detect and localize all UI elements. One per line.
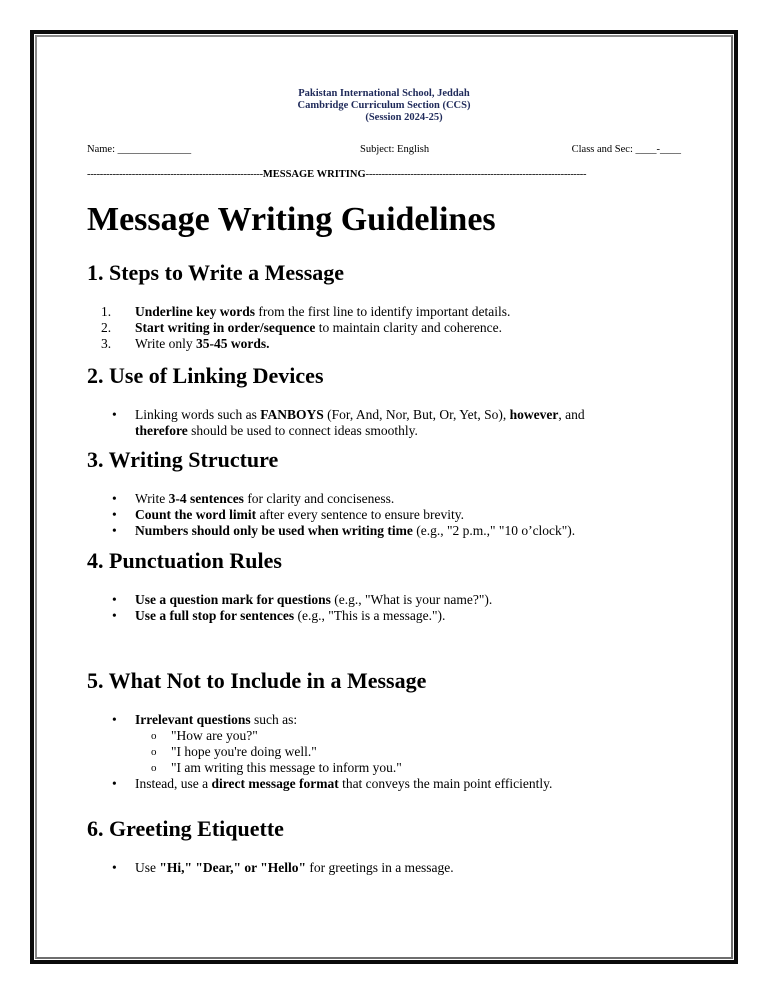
school-name: Pakistan International School, Jeddah <box>298 88 470 99</box>
list-item: • Use a full stop for sentences (e.g., "This is a message."). <box>112 608 446 623</box>
section-heading: 4. Punctuation Rules <box>87 548 282 573</box>
section-what-not-to-include <box>87 668 681 792</box>
page-title: Message Writing Guidelines <box>87 201 496 238</box>
section-greeting-etiquette <box>87 816 681 876</box>
bullet-icon: • <box>112 523 117 538</box>
divider-label: MESSAGE WRITING <box>262 169 366 180</box>
bullet-icon: • <box>112 608 117 623</box>
document-page <box>87 88 681 875</box>
section-heading: 3. Writing Structure <box>87 447 279 472</box>
bullet-icon: • <box>112 860 117 875</box>
class-section-field: Class and Sec: ____-____ <box>571 144 681 155</box>
punctuation-list <box>87 592 681 624</box>
sub-list-item: o "I hope you're doing well." <box>151 744 317 759</box>
session-label: (Session 2024-25) <box>365 112 443 123</box>
list-item: 3. Write only 35-45 words. <box>101 336 270 351</box>
bullet-icon: • <box>112 507 117 522</box>
list-item: • Use "Hi," "Dear," or "Hello" for greetings in a message. <box>112 860 454 875</box>
divider-dashes-right: --------------------------------------------------------------------- <box>365 169 587 180</box>
list-item: • Use a question mark for questions (e.g., "What is your name?"). <box>112 592 493 607</box>
bullet-icon: • <box>112 491 117 506</box>
list-item: • Count the word limit after every sentence to ensure brevity. <box>112 507 465 522</box>
divider-dashes-left: ------------------------------------------------------- <box>87 169 263 180</box>
circle-bullet-icon: o <box>151 730 157 742</box>
curriculum-section: Cambridge Curriculum Section (CCS) <box>297 100 471 111</box>
section-heading: 5. What Not to Include in a Message <box>87 668 427 693</box>
bullet-icon: • <box>112 407 117 422</box>
school-header <box>87 88 681 124</box>
list-item: • Linking words such as FANBOYS (For, And, Nor, But, Or, Yet, So), however, and therefore should be used to connect ideas smoothly. <box>112 407 585 438</box>
list-item: • Instead, use a direct message format that conveys the main point efficiently. <box>112 776 553 791</box>
section-heading: 1. Steps to Write a Message <box>87 260 345 285</box>
list-item: • Numbers should only be used when writing time (e.g., "2 p.m.," "10 o’clock"). <box>112 523 576 538</box>
list-item: • Irrelevant questions such as: <box>112 712 298 727</box>
circle-bullet-icon: o <box>151 762 157 774</box>
name-field: Name: ______________ <box>87 144 192 155</box>
section-punctuation <box>87 548 681 624</box>
sub-list-item: o "How are you?" <box>151 728 258 743</box>
section-steps <box>87 260 681 352</box>
list-item: 2. Start writing in order/sequence to maintain clarity and coherence. <box>101 320 503 335</box>
greeting-list <box>87 860 681 876</box>
section-heading: 2. Use of Linking Devices <box>87 363 324 388</box>
subject-label: Subject: English <box>360 144 430 155</box>
structure-list <box>87 491 681 539</box>
list-item: • Write 3-4 sentences for clarity and conciseness. <box>112 491 395 506</box>
list-item: 1. Underline key words from the first line to identify important details. <box>101 304 511 319</box>
student-info-row <box>87 144 681 158</box>
steps-list <box>87 304 681 352</box>
section-linking-devices <box>87 363 681 439</box>
linking-list <box>87 407 681 439</box>
bullet-icon: • <box>112 712 117 727</box>
section-heading: 6. Greeting Etiquette <box>87 816 284 841</box>
exclusions-list <box>87 712 681 792</box>
sub-list-item: o "I am writing this message to inform you." <box>151 760 402 775</box>
section-writing-structure <box>87 447 681 539</box>
bullet-icon: • <box>112 592 117 607</box>
bullet-icon: • <box>112 776 117 791</box>
section-divider <box>87 169 681 180</box>
circle-bullet-icon: o <box>151 746 157 758</box>
